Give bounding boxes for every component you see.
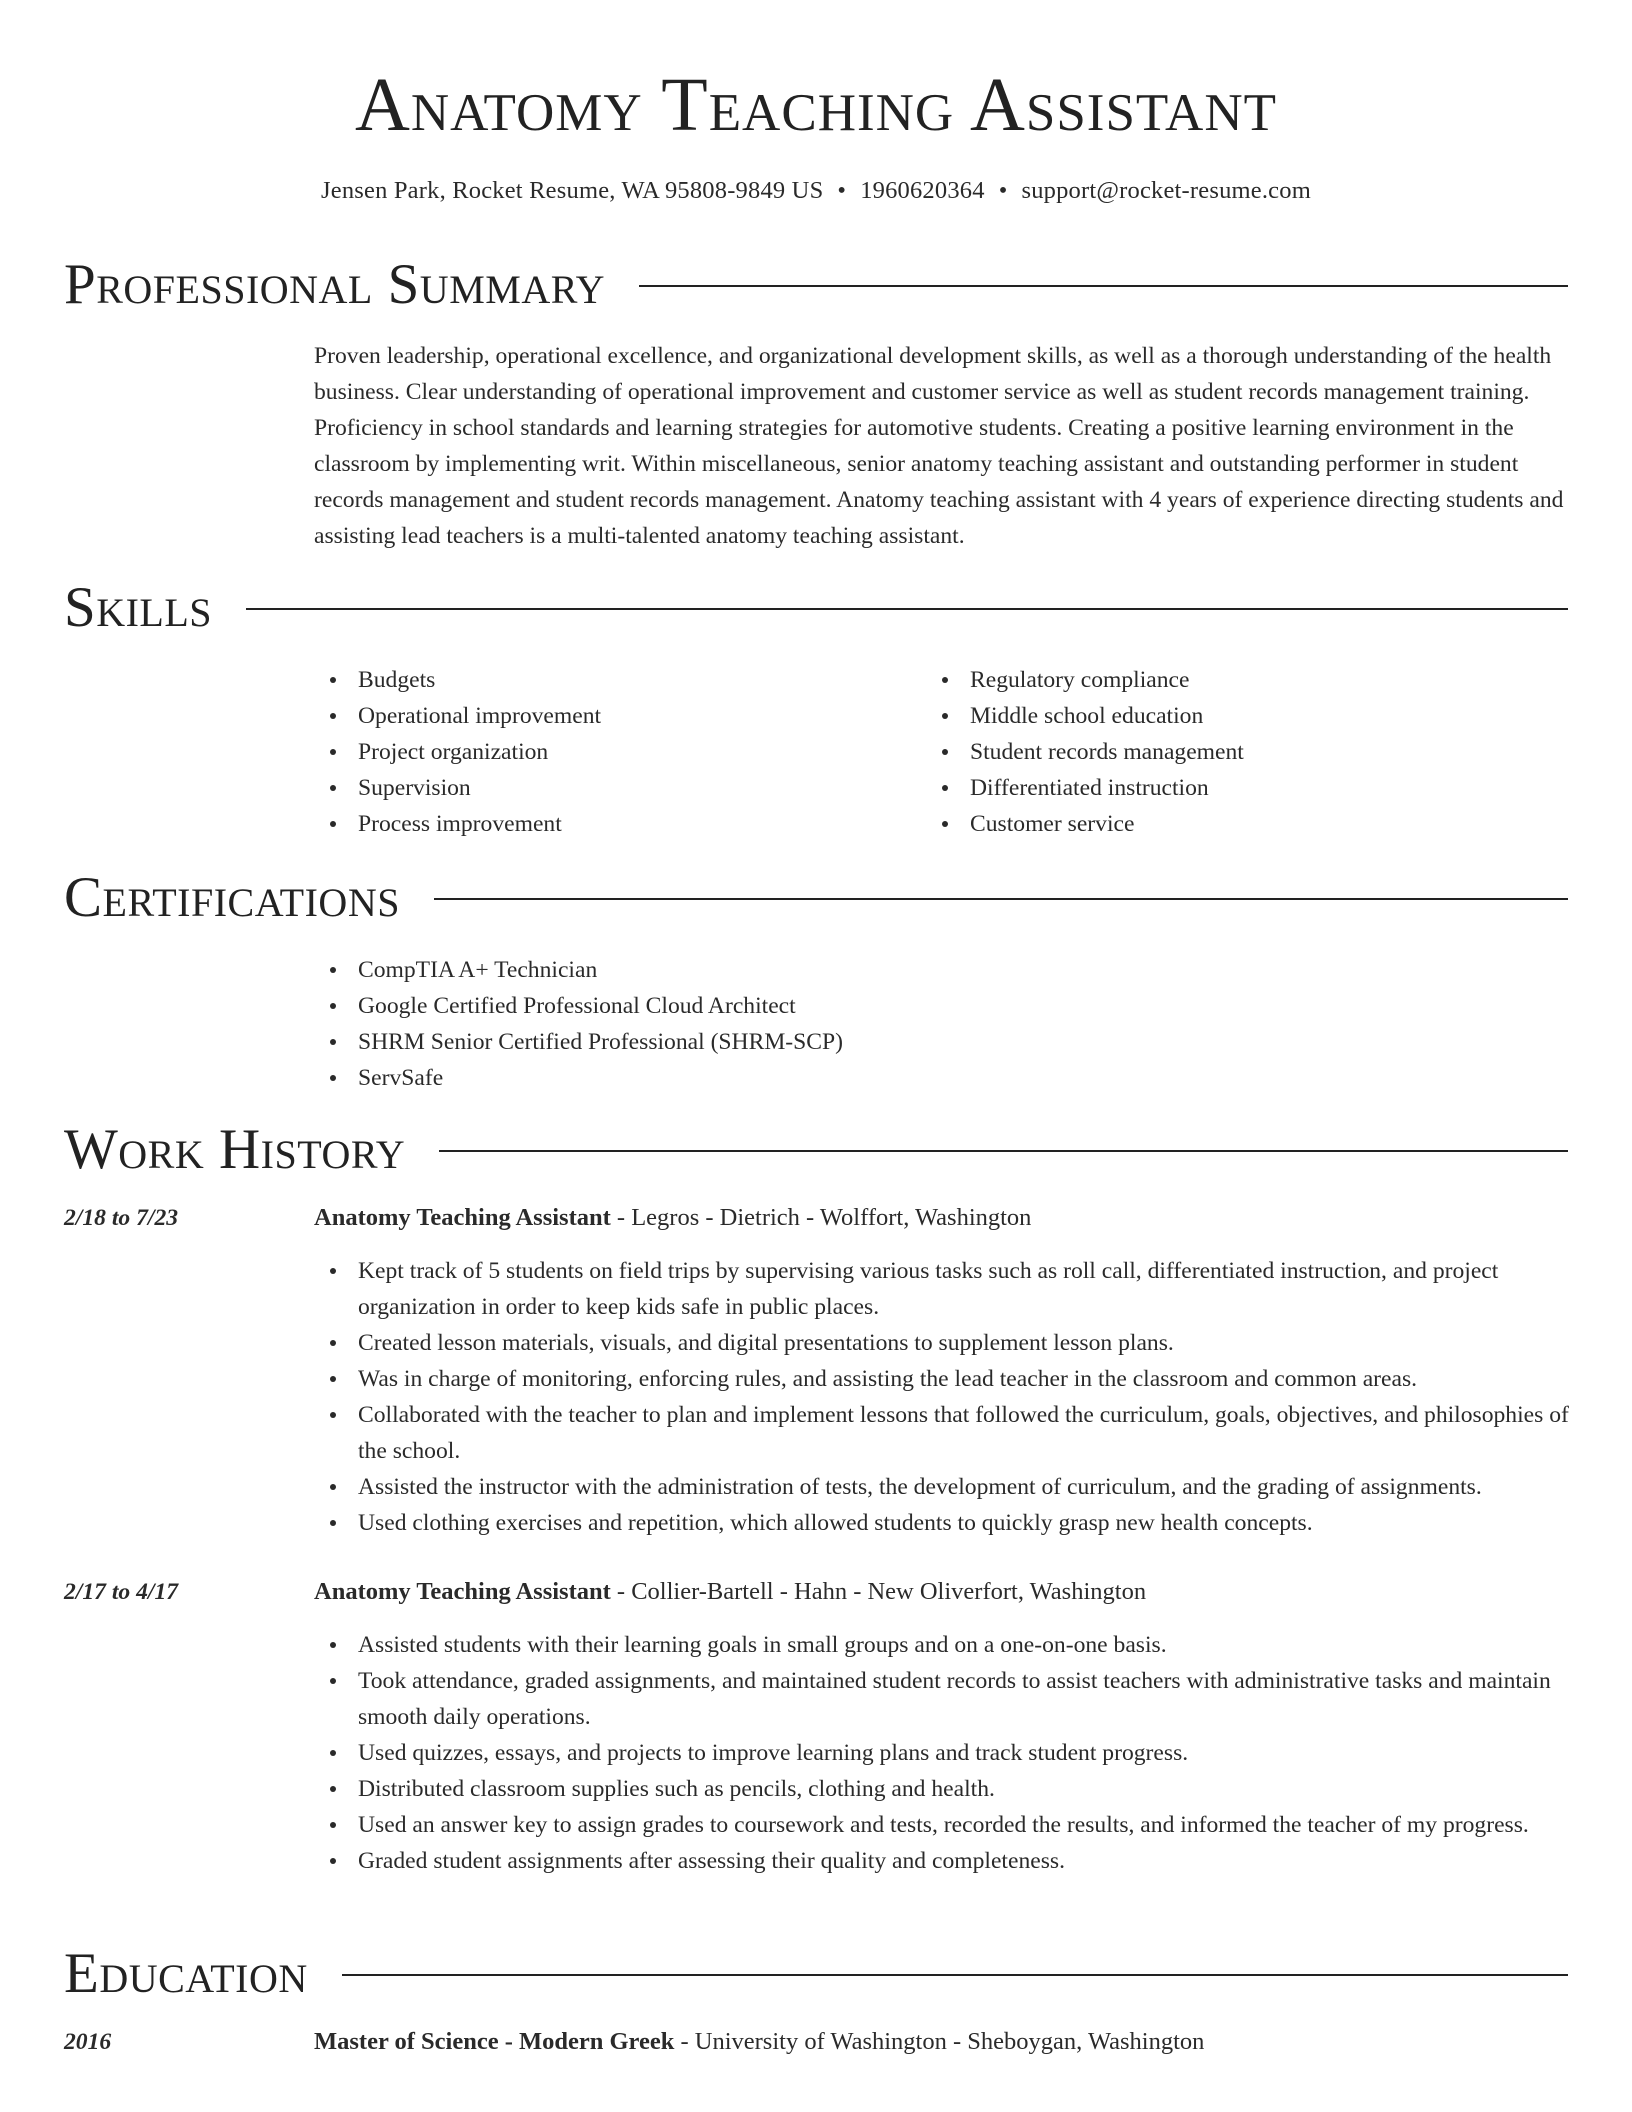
responsibility-item: Used quizzes, essays, and projects to improve learning plans and track student progress. [314, 1735, 1570, 1771]
responsibility-item: Used an answer key to assign grades to coursework and tests, recorded the results, and informed the teacher of my progress. [314, 1807, 1570, 1843]
section-header-summary [64, 253, 1568, 317]
section-header-work-history [64, 1118, 1568, 1182]
summary-text: Proven leadership, operational excellence, and organizational development skills, as well as a thorough understanding of the health business. Clear understanding of operational improvement and customer service as well as student records management training. Proficiency in school standards and learning strategies for automotive students. Creating a positive learning environment in the classroom by implementing writ. Within miscellaneous, senior anatomy teaching assistant and outstanding performer in student records management and student records management. Anatomy teaching assistant with 4 years of experience directing students and assisting lead teachers is a multi-talented anatomy teaching assistant. [314, 343, 1564, 549]
education-degree: Master of Science - Modern Greek [314, 2028, 675, 2055]
contact-separator: • [998, 177, 1008, 204]
skill-item: Regulatory compliance [926, 662, 1526, 698]
skill-item: Operational improvement [314, 698, 914, 734]
job-title: Anatomy Teaching Assistant [314, 1578, 611, 1605]
section-title-certifications: Certifications [64, 866, 400, 929]
responsibility-item: Was in charge of monitoring, enforcing rules, and assisting the lead teacher in the classroom and common areas. [314, 1361, 1570, 1397]
education-school: - University of Washington - Sheboygan, Washington [674, 2028, 1205, 2055]
skill-item: Customer service [926, 806, 1526, 842]
responsibility-item: Distributed classroom supplies such as pencils, clothing and health. [314, 1771, 1570, 1807]
certifications-list [314, 952, 1314, 1096]
skill-item: Budgets [314, 662, 914, 698]
job-employer: - Legros - Dietrich - Wolffort, Washington [610, 1204, 1032, 1231]
section-header-skills [64, 576, 1568, 640]
education-year: 2016 [64, 2029, 112, 2055]
job-responsibilities [314, 1627, 1570, 1879]
responsibility-item: Used clothing exercises and repetition, which allowed students to quickly grasp new health concepts. [314, 1505, 1570, 1541]
section-divider [246, 608, 1568, 610]
section-divider [439, 1150, 1568, 1152]
section-title-skills: Skills [64, 576, 213, 639]
job-heading [314, 1574, 1570, 1610]
section-divider [434, 898, 1568, 900]
contact-separator: • [837, 177, 847, 204]
section-divider [639, 285, 1568, 287]
section-header-education [64, 1942, 1568, 2006]
certification-item: SHRM Senior Certified Professional (SHRM-SCP) [314, 1024, 1314, 1060]
skill-item: Middle school education [926, 698, 1526, 734]
responsibility-item: Kept track of 5 students on field trips by supervising various tasks such as roll call, differentiated instruction, and project organization in order to keep kids safe in public places. [314, 1253, 1570, 1325]
job-responsibilities [314, 1253, 1570, 1541]
certification-item: ServSafe [314, 1060, 1314, 1096]
job-employer: - Collier-Bartell - Hahn - New Oliverfort, Washington [610, 1578, 1147, 1605]
contact-line [0, 174, 1632, 208]
contact-phone: 1960620364 [860, 177, 985, 204]
skills-column-left [314, 662, 914, 842]
section-title-education: Education [64, 1942, 308, 2005]
certification-item: Google Certified Professional Cloud Architect [314, 988, 1314, 1024]
section-title-work-history: Work History [64, 1118, 406, 1181]
skill-item: Project organization [314, 734, 914, 770]
job-dates: 2/17 to 4/17 [64, 1579, 179, 1605]
responsibility-item: Assisted the instructor with the administration of tests, the development of curriculum, and the grading of assignments. [314, 1469, 1570, 1505]
contact-email: support@rocket-resume.com [1021, 177, 1311, 204]
responsibility-item: Graded student assignments after assessing their quality and completeness. [314, 1843, 1570, 1879]
job-heading [314, 1200, 1570, 1236]
skill-item: Differentiated instruction [926, 770, 1526, 806]
section-divider [342, 1974, 1568, 1976]
page-title: Anatomy Teaching Assistant [354, 63, 1277, 147]
skills-column-right [926, 662, 1526, 842]
contact-address: Jensen Park, Rocket Resume, WA 95808-9849 US [321, 177, 824, 204]
responsibility-item: Collaborated with the teacher to plan and implement lessons that followed the curriculum, goals, objectives, and philosophies of the school. [314, 1397, 1570, 1469]
job-dates: 2/18 to 7/23 [64, 1205, 179, 1231]
skill-item: Process improvement [314, 806, 914, 842]
responsibility-item: Took attendance, graded assignments, and maintained student records to assist teachers with administrative tasks and maintain smooth daily operations. [314, 1663, 1570, 1735]
education-heading [314, 2024, 1570, 2060]
section-header-certifications [64, 866, 1568, 930]
job-title: Anatomy Teaching Assistant [314, 1204, 611, 1231]
skill-item: Student records management [926, 734, 1526, 770]
certification-item: CompTIA A+ Technician [314, 952, 1314, 988]
responsibility-item: Assisted students with their learning goals in small groups and on a one-on-one basis. [314, 1627, 1570, 1663]
skill-item: Supervision [314, 770, 914, 806]
section-title-summary: Professional Summary [64, 253, 606, 316]
responsibility-item: Created lesson materials, visuals, and digital presentations to supplement lesson plans. [314, 1325, 1570, 1361]
